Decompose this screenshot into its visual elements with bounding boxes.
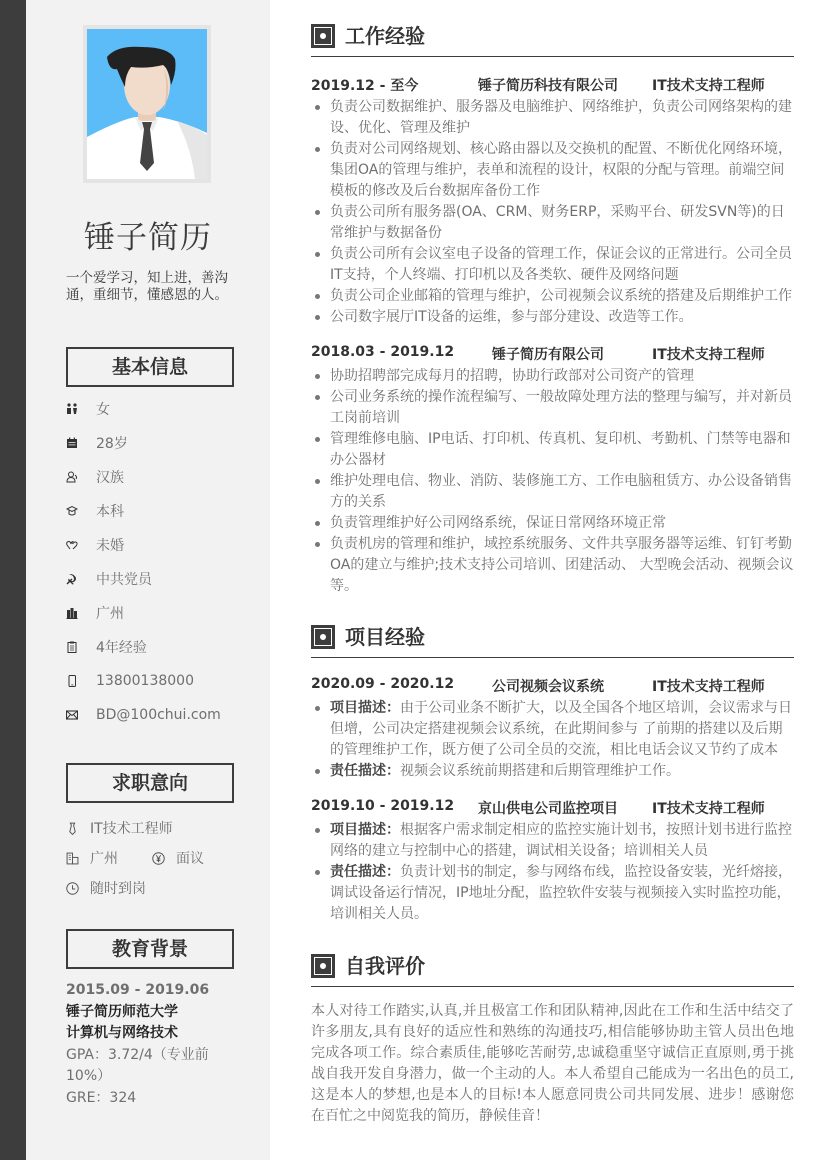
sidebar [26, 0, 270, 1160]
duty-item: 管理维修电脑、IP电话、打印机、传真机、复印机、考勤机、门禁等电器和办公器材 [311, 429, 794, 471]
desc-label: 项目描述： [330, 700, 400, 716]
education-dates: 2015.09 - 2019.06 [66, 982, 210, 998]
yen-icon [152, 852, 176, 865]
project-entry-header [311, 798, 794, 820]
work-company: 锤子简历有限公司 [492, 347, 604, 363]
duty-label: 责任描述： [330, 864, 400, 880]
duty-text: 负责计划书的制定，参与网络布线，监控设备安装，光纤熔接，调试设备运行情况，IP地址分配，监控软件安装与视频接入实时监控功能，培训相关人员。 [330, 864, 792, 922]
project-entry [311, 676, 794, 782]
intent-position-row [66, 813, 266, 843]
ethnicity-icon [66, 471, 96, 483]
project-entry-header [311, 676, 794, 698]
duty-item: 负责公司数据维护、服务器及电脑维护、网络维护，负责公司网络架构的建设、优化、管理及维护 [311, 97, 794, 139]
section-square-icon [311, 625, 335, 649]
project-details [311, 698, 794, 782]
email-icon [66, 709, 96, 721]
info-marital [66, 528, 266, 562]
projects-section-header [311, 622, 794, 658]
education-gpa: GPA：3.72/4（专业前10%） [66, 1046, 209, 1084]
project-entry [311, 798, 794, 925]
work-section-header [311, 21, 794, 57]
education-title: 教育背景 [66, 929, 234, 969]
project-responsibility [311, 761, 794, 782]
info-value: 广州 [96, 606, 124, 622]
info-age [66, 426, 266, 460]
education-gre: GRE：324 [66, 1089, 137, 1106]
work-entry-header [311, 75, 794, 97]
info-ethnicity [66, 460, 266, 494]
info-gender [66, 392, 266, 426]
project-description [311, 820, 794, 862]
intent-position: IT技术工程师 [90, 821, 173, 837]
duty-label: 责任描述： [330, 763, 400, 779]
basic-info-list [66, 392, 266, 732]
education-major: 计算机与网络技术 [66, 1025, 178, 1041]
work-entry-header [311, 344, 794, 366]
education-school: 锤子简历师范大学 [66, 1003, 178, 1020]
project-name: 公司视频会议系统 [492, 679, 604, 695]
info-value[interactable]: BD@100chui.com [96, 707, 221, 723]
tie-icon [66, 822, 90, 835]
info-value: 女 [96, 402, 110, 418]
self-eval-text: 本人对待工作踏实,认真,并且极富工作和团队精神,因此在工作和生活中结交了许多朋友,具有良好的适应性和熟练的沟通技巧,相信能够协助主管人员出色地完成各项工作。综合素质佳,能够吃苦耐劳,忠诚稳重坚守诚信正直原则,勇于挑战自我开发自身潜力，做一个主动的人。本人希望自己能成为一名出色的员工,这是本人的梦想,也是本人的目标!本人愿意同贵公司共同发展、进步！感谢您在百忙之中阅览我的简历，静候佳音！ [311, 1003, 794, 1124]
intent-salary: 面议 [176, 851, 204, 867]
profile-name: 锤子简历 [84, 220, 212, 256]
project-responsibility [311, 862, 794, 925]
duty-item: 公司业务系统的操作流程编写、一般故障处理方法的整理与编写，并对新员工岗前培训 [311, 387, 794, 429]
project-details [311, 820, 794, 925]
education-entry [66, 980, 246, 1109]
duty-item: 负责公司所有服务器(OA、CRM、财务ERP，采购平台、研发SVN等)的日常维护与数据备份 [311, 202, 794, 244]
work-duties [311, 366, 794, 597]
profile-motto: 一个爱学习，知上进，善沟通，重细节，懂感恩的人。 [66, 270, 228, 303]
self-eval-section-title: 自我评价 [345, 954, 425, 978]
info-experience [66, 630, 266, 664]
duty-item: 负责公司企业邮箱的管理与维护，公司视频会议系统的搭建及后期维护工作 [311, 286, 794, 307]
info-phone [66, 664, 266, 698]
project-dates: 2020.09 - 2020.12 [311, 676, 455, 692]
intent-availability-row [66, 873, 266, 903]
work-company: 锤子简历科技有限公司 [478, 78, 618, 94]
info-value[interactable]: 13800138000 [96, 673, 194, 689]
avatar-illustration [87, 29, 207, 179]
work-role: IT技术支持工程师 [652, 347, 765, 363]
work-duties [311, 97, 794, 328]
section-square-icon [311, 954, 335, 978]
info-city [66, 596, 266, 630]
calendar-icon [66, 437, 96, 449]
intent-availability: 随时到岗 [90, 881, 146, 897]
project-role: IT技术支持工程师 [652, 801, 765, 817]
gender-icon [66, 403, 96, 415]
work-entry [311, 344, 794, 597]
project-name: 京山供电公司监控项目 [478, 801, 618, 817]
projects-section-title: 项目经验 [345, 625, 425, 649]
dark-accent-strip [0, 0, 26, 1160]
job-intent [66, 813, 266, 903]
work-dates: 2018.03 - 2019.12 [311, 344, 455, 360]
duty-item: 协助招聘部完成每月的招聘，协助行政部对公司资产的管理 [311, 366, 794, 387]
duty-item: 负责对公司网络规划、核心路由器以及交换机的配置、不断优化网络环境，集团OA的管理与维护，表单和流程的设计，权限的分配与管理。前端空间模板的修改及后台数据库备份工作 [311, 139, 794, 202]
duty-item: 维护处理电信、物业、消防、装修施工方、工作电脑租赁方、办公设备销售方的关系 [311, 471, 794, 513]
info-email [66, 698, 266, 732]
info-value: 28岁 [96, 436, 128, 452]
info-political [66, 562, 266, 596]
intent-city-salary-row [66, 843, 266, 873]
info-value: 本科 [96, 504, 124, 520]
project-dates: 2019.10 - 2019.12 [311, 798, 455, 814]
building-icon [66, 852, 90, 865]
work-role: IT技术支持工程师 [652, 78, 765, 94]
desc-label: 项目描述： [330, 822, 400, 838]
section-square-icon [311, 24, 335, 48]
phone-icon [66, 675, 96, 687]
info-value: 4年经验 [96, 640, 147, 656]
job-intent-title: 求职意向 [66, 763, 234, 803]
party-icon [66, 573, 96, 585]
basic-info-title: 基本信息 [66, 347, 234, 387]
project-description [311, 698, 794, 761]
clipboard-icon [66, 641, 96, 653]
info-degree [66, 494, 266, 528]
avatar [83, 25, 211, 183]
self-eval-section-header [311, 951, 794, 987]
clock-icon [66, 882, 90, 895]
duty-item: 公司数字展厅IT设备的运维，参与部分建设、改造等工作。 [311, 307, 794, 328]
marriage-icon [66, 539, 96, 551]
intent-city: 广州 [90, 851, 118, 867]
work-section-title: 工作经验 [345, 24, 425, 48]
desc-text: 由于公司业条不断扩大，以及全国各个地区培训，会议需求与日但增，公司决定搭建视频会议系统，在此期间参与 了前期的搭建以及后期的管理维护工作，既方便了公司全员的交流，相比电话会议又节约了成本 [330, 700, 792, 758]
project-role: IT技术支持工程师 [652, 679, 765, 695]
duty-item: 负责管理维护好公司网络系统，保证日常网络环境正常 [311, 513, 794, 534]
info-value: 汉族 [96, 470, 124, 486]
info-value: 未婚 [96, 538, 124, 554]
desc-text: 根据客户需求制定相应的监控实施计划书，按照计划书进行监控网络的建立与控制中心的搭建，调试相关设备；培训相关人员 [330, 822, 792, 859]
work-dates: 2019.12 - 至今 [311, 78, 419, 94]
work-entry [311, 75, 794, 328]
info-value: 中共党员 [96, 572, 152, 588]
duty-item: 负责公司所有会议室电子设备的管理工作，保证会议的正常进行。公司全员IT支持，个人终端、打印机以及各类软、硬件及网络问题 [311, 244, 794, 286]
city-icon [66, 607, 96, 619]
duty-item: 负责机房的管理和维护，域控系统服务、文件共享服务器等运维、钉钉考勤OA的建立与维护;技术支持公司培训、团建活动、 大型晚会活动、视频会议等。 [311, 534, 794, 597]
graduation-cap-icon [66, 505, 96, 517]
duty-text: 视频会议系统前期搭建和后期管理维护工作。 [400, 763, 680, 779]
